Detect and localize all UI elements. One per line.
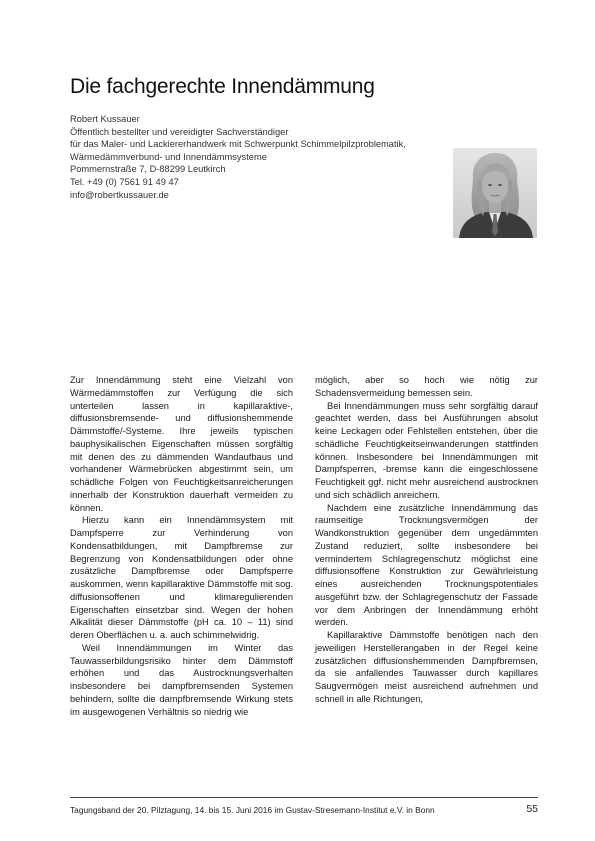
- portrait-photo-icon: [453, 148, 537, 238]
- paragraph: Nachdem eine zusätzliche Innendämmung das raumseitige Trocknungsvermögen der Wandkonstruktion gegenüber dem ungedämmten Zustand reduziert, sollte insbesondere bei vermindertem Schlagregenschutz möglichst eine diffusionsoffene Konstruktion zur Gewährleistung eines ausreichenden Trocknungspotentiales ausgeführt bzw. der Schlagregenschutz der Fassade vor dem Anbringen der Innendämmung erhöht werden.: [315, 502, 538, 628]
- paragraph: Weil Innendämmungen im Winter das Tauwasserbildungsrisiko hinter dem Dämmstoff erhöhen und das Austrocknungsverhalten insbesondere bei dampfbremsenden Systemen behindern, sollte die dampfbremsende Wirkung stets im ausgewogenen Verhältnis so niedrig wie: [70, 642, 293, 717]
- author-email: info@robertkussauer.de: [70, 189, 169, 200]
- right-column: [315, 374, 538, 706]
- paragraph: Kapillaraktive Dämmstoffe benötigen nach den jeweiligen Herstellerangaben in der Regel keine zusätzlichen diffusionshemmenden Dampfbremsen, da sie anfallendes Tauwasser durch kapillares Saugvermögen meist ausreichend aufnehmen und schnell in alle Richtungen,: [315, 630, 538, 704]
- footer-conference-note: Tagungsband der 20. Pilztagung, 14. bis 15. Juni 2016 im Gustav-Stresemann-Institut e.V. in Bonn: [70, 805, 435, 815]
- author-name: Robert Kussauer: [70, 114, 140, 124]
- paragraph: Zur Innendämmung steht eine Vielzahl von Wärmedämmstoffen zur Verfügung die sich unterteilen lassen in kapillaraktive-, diffusionsbremsende- und diffusionshemmende Dämmstoffe/-Systeme. Ihre jeweils typischen bauphysikalischen Eigenschaften müssen sorgfältig mit denen des zu dämmenden Wandaufbaus und vorhandener Wärmebrücken abgestimmt sein, um schädliche Folgen von Feuchtigkeitsanreicherungen innerhalb der Konstruktion dauerhaft vermeiden zu können.: [70, 375, 293, 513]
- author-address: Pommernstraße 7, D-88299 Leutkirch: [70, 164, 226, 175]
- author-phone: Tel. +49 (0) 7561 91 49 47: [70, 176, 179, 187]
- article-title: Die fachgerechte Innendämmung: [70, 75, 375, 98]
- footer-divider: [70, 797, 538, 798]
- author-credential: Öffentlich bestellter und vereidigter Sachverständiger: [70, 126, 289, 137]
- paragraph: möglich, aber so hoch wie nötig zur Schadensvermeidung bemessen sein.: [315, 375, 538, 398]
- paragraph: Hierzu kann ein Innendämmsystem mit Dampfsperre zur Verhinderung von Kondensatbildungen, mit Dampfbremse zur Begrenzung von Kondensatbildungen oder ohne zusätzliche Dampfbremse oder Dampfsperre auskommen, wenn kapillaraktive Dämmstoffe mit sog. diffusionsoffenen und klimaregulierenden Eigenschaften einsetzbar sind. Wegen der hohen Alkalität dieser Dämmstoffe (pH ca. 10 – 11) sind deren Oberflächen u. a. auch schimmelwidrig.: [70, 515, 293, 640]
- page-number: 55: [526, 803, 538, 815]
- author-specialty-2: Wärmedämmverbund- und Innendämmsysteme: [70, 151, 267, 162]
- left-column: [70, 374, 293, 718]
- author-info: [70, 113, 450, 201]
- author-portrait-photo: [453, 148, 537, 238]
- author-specialty: für das Maler- und Lackiererhandwerk mit Schwerpunkt Schimmelpilzproblematik,: [70, 139, 406, 150]
- paragraph: Bei Innendämmungen muss sehr sorgfältig darauf geachtet werden, dass bei Ausführungen absolut keine Leckagen oder Fehlstellen entstehen, über die schädliche Feuchtigkeitseinwanderungen stattfinden können. Insbesondere bei Innendämmungen mit Dampfsperren, -bremse kann die eingeschlossene Feuchtigkeit ggf. nicht mehr ausreichend austrocknen und sich schädlich anreichern.: [315, 400, 538, 500]
